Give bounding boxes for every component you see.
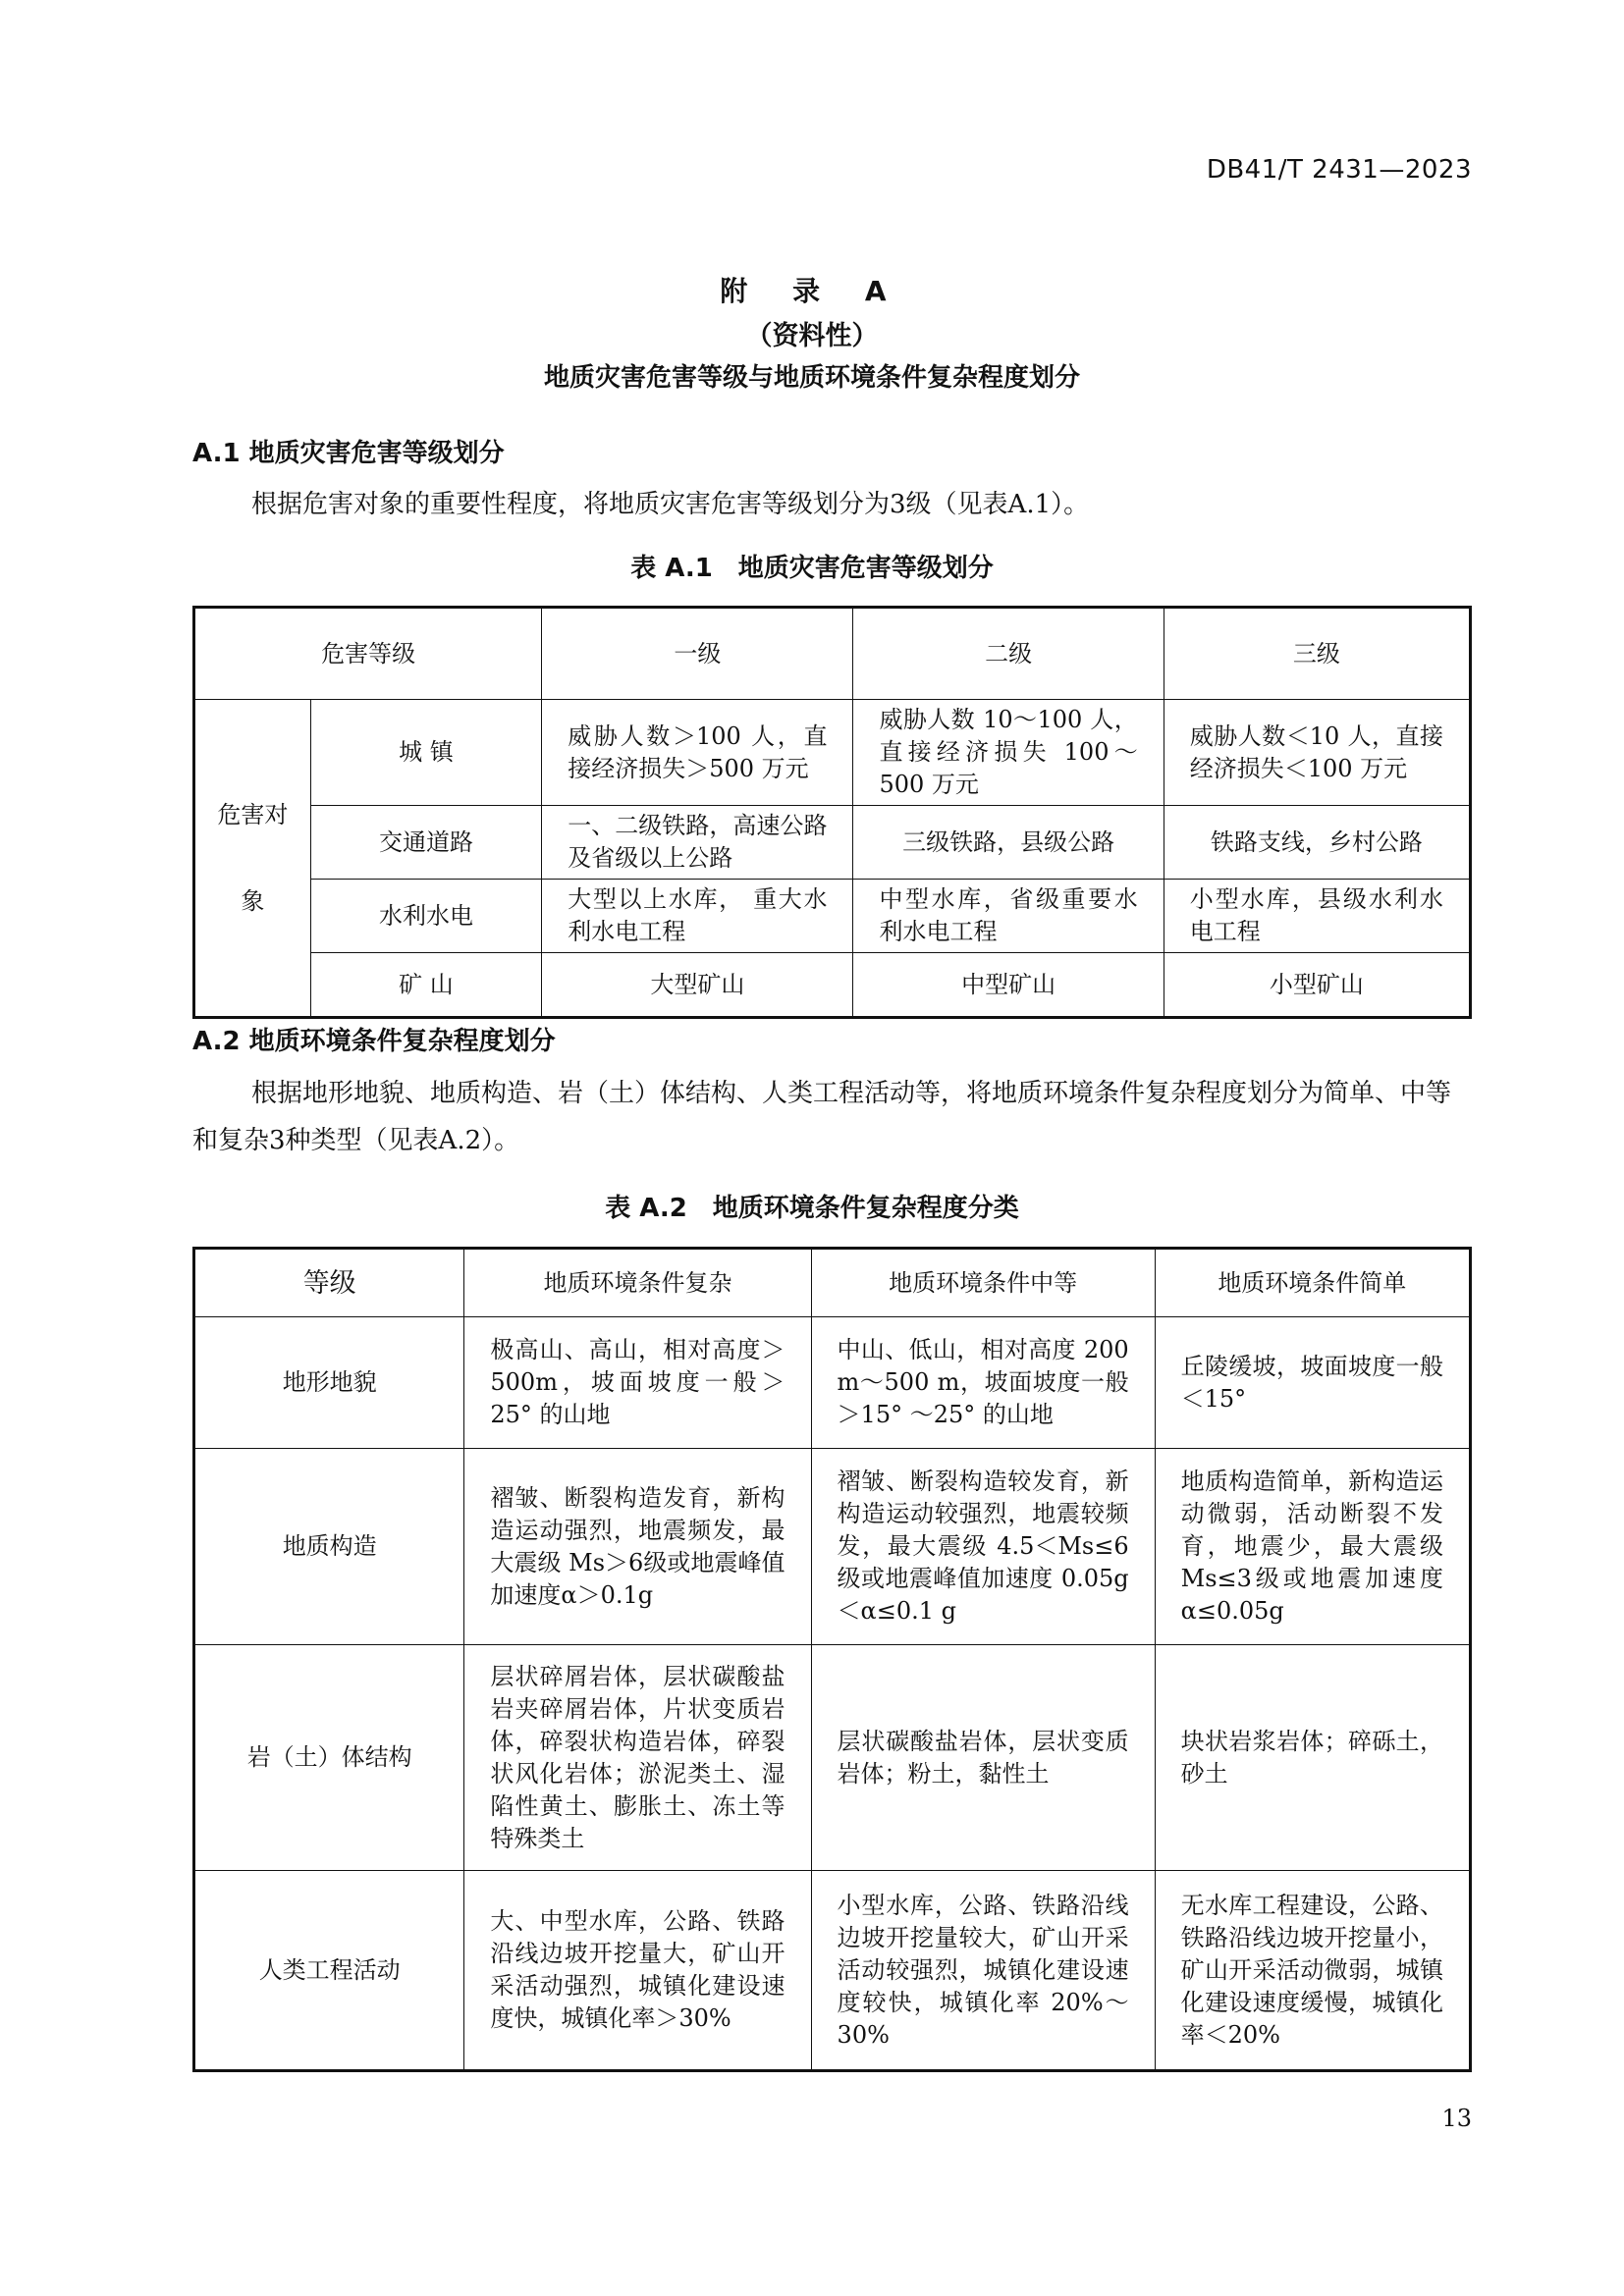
header-cell: 三级 bbox=[1164, 608, 1470, 700]
table-a2 bbox=[192, 1247, 1472, 2072]
row-label-cell: 矿 山 bbox=[310, 953, 541, 1018]
table-a1-caption: 表 A.1 地质灾害危害等级划分 bbox=[630, 554, 994, 583]
data-cell: 一、二级铁路，高速公路及省级以上公路 bbox=[542, 806, 853, 880]
table-row bbox=[194, 1449, 1471, 1645]
data-cell: 丘陵缓坡，坡面坡度一般＜15° bbox=[1155, 1317, 1470, 1449]
data-cell: 威胁人数＞100 人，直接经济损失＞500 万元 bbox=[542, 700, 853, 806]
appendix-title: 附 录 A bbox=[720, 275, 904, 307]
table-row bbox=[194, 1871, 1471, 2071]
data-cell: 褶皱、断裂构造发育，新构造运动强烈，地震频发，最大震级 Ms＞6级或地震峰值加速度α＞0.1g bbox=[464, 1449, 811, 1645]
table-a2-caption: 表 A.2 地质环境条件复杂程度分类 bbox=[605, 1194, 1019, 1223]
header-cell: 地质环境条件简单 bbox=[1155, 1249, 1470, 1317]
table-row bbox=[194, 953, 1471, 1018]
row-label-cell: 地形地貌 bbox=[194, 1317, 464, 1449]
data-cell: 层状碎屑岩体，层状碳酸盐岩夹碎屑岩体，片状变质岩体，碎裂状构造岩体，碎裂状风化岩体；淤泥类土、湿陷性黄土、膨胀土、冻土等特殊类土 bbox=[464, 1645, 811, 1871]
document-code: DB41/T 2431—2023 bbox=[1206, 155, 1472, 185]
data-cell: 三级铁路，县级公路 bbox=[853, 806, 1164, 880]
data-cell: 中型矿山 bbox=[853, 953, 1164, 1018]
data-cell: 地质构造简单，新构造运动微弱，活动断裂不发育，地震少，最大震级 Ms≤3级或地震加速度α≤0.05g bbox=[1155, 1449, 1470, 1645]
data-cell: 大型以上水库， 重大水利水电工程 bbox=[542, 880, 853, 953]
header-cell: 等级 bbox=[194, 1249, 464, 1317]
header-cell: 地质环境条件中等 bbox=[811, 1249, 1155, 1317]
table-a1 bbox=[192, 606, 1472, 1019]
data-cell: 小型水库，县级水利水电工程 bbox=[1164, 880, 1470, 953]
row-label-cell: 水利水电 bbox=[310, 880, 541, 953]
appendix-heading: 地质灾害危害等级与地质环境条件复杂程度划分 bbox=[543, 363, 1080, 393]
section-a2-paragraph: 根据地形地貌、地质构造、岩（土）体结构、人类工程活动等，将地质环境条件复杂程度划分为简单、中等和复杂3种类型（见表A.2）。 bbox=[192, 1079, 1452, 1155]
data-cell: 小型水库，公路、铁路沿线边坡开挖量较大，矿山开采活动较强烈，城镇化建设速度较快，城镇化率 20%～30% bbox=[811, 1871, 1155, 2071]
data-cell: 中型水库，省级重要水利水电工程 bbox=[853, 880, 1164, 953]
data-cell: 褶皱、断裂构造较发育，新构造运动较强烈，地震较频发，最大震级 4.5＜Ms≤6 级或地震峰值加速度 0.05g＜α≤0.1 g bbox=[811, 1449, 1155, 1645]
row-label-cell: 交通道路 bbox=[310, 806, 541, 880]
table-header-row bbox=[194, 1249, 1471, 1317]
page-number: 13 bbox=[1441, 2105, 1472, 2132]
header-cell: 一级 bbox=[542, 608, 853, 700]
data-cell: 小型矿山 bbox=[1164, 953, 1470, 1018]
row-label-cell: 岩（土）体结构 bbox=[194, 1645, 464, 1871]
table-header-row bbox=[194, 608, 1471, 700]
table-row bbox=[194, 806, 1471, 880]
section-a2-heading: A.2 地质环境条件复杂程度划分 bbox=[192, 1027, 556, 1056]
table-row bbox=[194, 1317, 1471, 1449]
table-row bbox=[194, 1645, 1471, 1871]
data-cell: 大、中型水库，公路、铁路沿线边坡开挖量大，矿山开采活动强烈，城镇化建设速度快，城镇化率＞30% bbox=[464, 1871, 811, 2071]
group-label-cell: 危害对象 bbox=[194, 700, 311, 1018]
data-cell: 层状碳酸盐岩体，层状变质岩体；粉土，黏性土 bbox=[811, 1645, 1155, 1871]
data-cell: 威胁人数＜10 人，直接经济损失＜100 万元 bbox=[1164, 700, 1470, 806]
header-cell: 危害等级 bbox=[194, 608, 542, 700]
data-cell: 极高山、高山，相对高度＞500m，坡面坡度一般＞25° 的山地 bbox=[464, 1317, 811, 1449]
header-cell: 二级 bbox=[853, 608, 1164, 700]
section-a1-paragraph: 根据危害对象的重要性程度，将地质灾害危害等级划分为3级（见表A.1）。 bbox=[251, 490, 1090, 519]
data-cell: 无水库工程建设，公路、铁路沿线边坡开挖量小，矿山开采活动微弱，城镇化建设速度缓慢，城镇化率＜20% bbox=[1155, 1871, 1470, 2071]
section-a1-heading: A.1 地质灾害危害等级划分 bbox=[192, 439, 505, 468]
data-cell: 威胁人数 10～100 人，直接经济损失 100～500 万元 bbox=[853, 700, 1164, 806]
data-cell: 中山、低山，相对高度 200 m～500 m，坡面坡度一般＞15° ～25° 的山地 bbox=[811, 1317, 1155, 1449]
row-label-cell: 人类工程活动 bbox=[194, 1871, 464, 2071]
header-cell: 地质环境条件复杂 bbox=[464, 1249, 811, 1317]
table-row bbox=[194, 700, 1471, 806]
row-label-cell: 地质构造 bbox=[194, 1449, 464, 1645]
row-label-cell: 城 镇 bbox=[310, 700, 541, 806]
appendix-subtitle: （资料性） bbox=[745, 321, 879, 351]
data-cell: 块状岩浆岩体；碎砾土，砂土 bbox=[1155, 1645, 1470, 1871]
table-row bbox=[194, 880, 1471, 953]
data-cell: 大型矿山 bbox=[542, 953, 853, 1018]
data-cell: 铁路支线，乡村公路 bbox=[1164, 806, 1470, 880]
